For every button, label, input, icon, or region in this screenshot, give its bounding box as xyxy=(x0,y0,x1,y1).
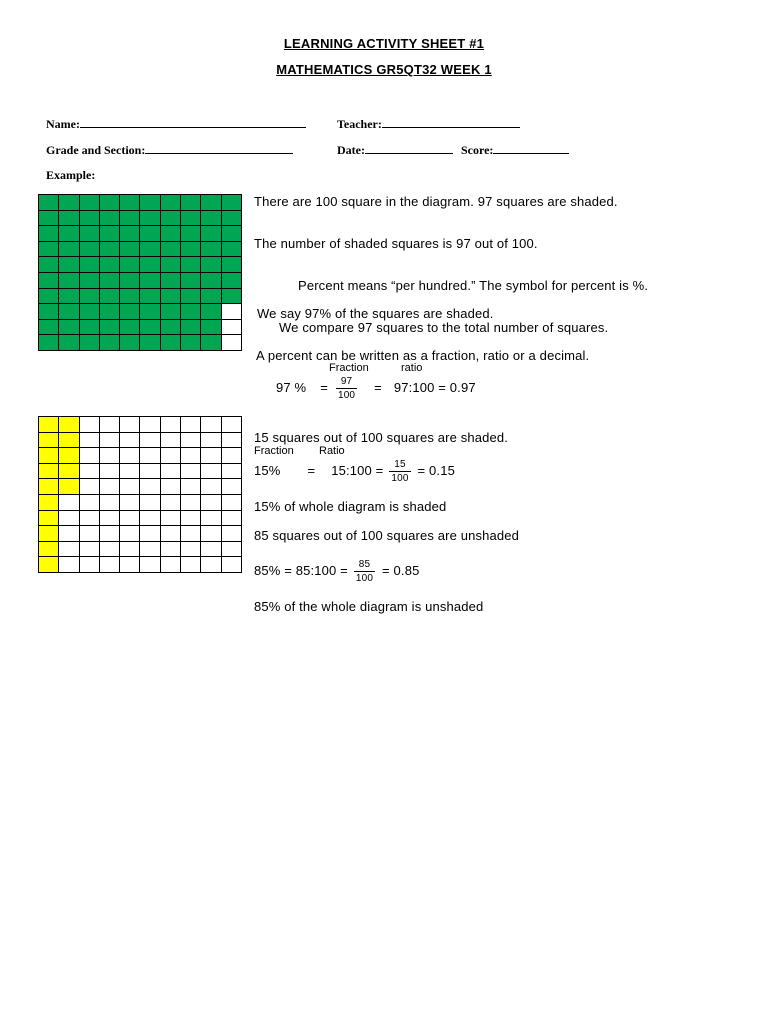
grid-cell xyxy=(59,335,79,351)
name-field xyxy=(46,116,306,132)
ex2-frac-den: 100 xyxy=(391,472,409,484)
name-blank[interactable] xyxy=(80,116,306,128)
grid-cell xyxy=(181,448,201,464)
grid-cell xyxy=(80,511,100,527)
grid-cell xyxy=(100,273,120,289)
name-label: Name: xyxy=(46,117,80,131)
grid-cell xyxy=(140,257,160,273)
grid-cell xyxy=(201,464,221,480)
grid-cell xyxy=(181,511,201,527)
ex1-line6: A percent can be written as a fraction, ratio or a decimal. xyxy=(256,348,590,363)
ex2-line1: 15 squares out of 100 squares are shaded. xyxy=(254,430,509,445)
grid-cell xyxy=(140,464,160,480)
grid-cell xyxy=(80,320,100,336)
grid-cell xyxy=(120,417,140,433)
grid-cell xyxy=(120,320,140,336)
score-label: Score: xyxy=(461,143,494,157)
grid-cell xyxy=(80,417,100,433)
date-field xyxy=(337,142,453,158)
grid-cell xyxy=(59,226,79,242)
grid-cell xyxy=(39,557,59,573)
grid-cell xyxy=(201,289,221,305)
grid-cell xyxy=(140,511,160,527)
grid-cell xyxy=(161,273,181,289)
grid-cell xyxy=(222,226,242,242)
grid-cell xyxy=(80,542,100,558)
grid-cell xyxy=(140,242,160,258)
grid-cell xyxy=(120,495,140,511)
grid-cell xyxy=(161,335,181,351)
ex2-line3: 85 squares out of 100 squares are unshaded xyxy=(254,528,520,543)
ex2-equation-85 xyxy=(254,556,419,586)
ex2-line4: 85% of the whole diagram is unshaded xyxy=(254,599,484,614)
grid-cell xyxy=(120,195,140,211)
grid-cell xyxy=(140,526,160,542)
grid-cell xyxy=(100,320,120,336)
ex1-line1: There are 100 square in the diagram. 97 squares are shaded. xyxy=(254,194,618,209)
grid-cell xyxy=(39,542,59,558)
grid-cell xyxy=(100,304,120,320)
ex2-equation xyxy=(254,456,455,486)
grid-cell xyxy=(120,433,140,449)
ex2-percent: 15% xyxy=(254,463,281,478)
ex2-fraction-85 xyxy=(354,559,375,584)
grid-cell xyxy=(222,526,242,542)
grid-cell xyxy=(201,495,221,511)
grid-cell xyxy=(80,273,100,289)
grid-cell xyxy=(161,542,181,558)
grid-cell xyxy=(39,335,59,351)
grid-cell xyxy=(222,335,242,351)
grid-cell xyxy=(140,557,160,573)
grid-cell xyxy=(161,289,181,305)
grid-cell xyxy=(100,335,120,351)
grid-cell xyxy=(100,242,120,258)
grid-cell xyxy=(80,304,100,320)
grid-cell xyxy=(80,557,100,573)
grid-cell xyxy=(222,417,242,433)
ex1-ratio-decimal: 97:100 = 0.97 xyxy=(393,380,476,395)
grid-cell xyxy=(181,242,201,258)
grid-cell xyxy=(59,479,79,495)
grid-cell xyxy=(120,304,140,320)
example-label: Example: xyxy=(46,168,96,182)
grid-cell xyxy=(80,526,100,542)
grid-cell xyxy=(100,433,120,449)
grid-cell xyxy=(120,479,140,495)
grid-cell xyxy=(120,448,140,464)
grid-cell xyxy=(80,448,100,464)
grid-cell xyxy=(59,242,79,258)
grid-cell xyxy=(201,526,221,542)
grid-cell xyxy=(140,226,160,242)
grid-cell xyxy=(161,433,181,449)
grid-cell xyxy=(201,242,221,258)
grid-cell xyxy=(59,320,79,336)
grid-cell xyxy=(181,289,201,305)
grid-cell xyxy=(39,289,59,305)
grid-cell xyxy=(100,195,120,211)
grid-cell xyxy=(80,226,100,242)
grid-cell xyxy=(59,511,79,527)
grid-cell xyxy=(120,257,140,273)
grid-cell xyxy=(222,211,242,227)
grid-cell xyxy=(201,257,221,273)
grid-cell xyxy=(100,526,120,542)
grade-section-blank[interactable] xyxy=(145,142,293,154)
grid-cell xyxy=(181,320,201,336)
grid-cell xyxy=(222,320,242,336)
grid-cell xyxy=(140,448,160,464)
grid-cell xyxy=(161,448,181,464)
grid-cell xyxy=(120,242,140,258)
ex1-equation xyxy=(276,374,476,402)
ex2-frac85-num: 85 xyxy=(358,558,371,570)
grid-cell xyxy=(181,211,201,227)
grid-cell xyxy=(161,417,181,433)
grid-cell xyxy=(140,211,160,227)
grid-cell xyxy=(140,433,160,449)
grid-cell xyxy=(59,448,79,464)
grid-cell xyxy=(222,479,242,495)
grid-cell xyxy=(39,417,59,433)
grid-cell xyxy=(80,495,100,511)
ex2-frac85-den: 100 xyxy=(355,572,374,584)
grid-cell xyxy=(59,557,79,573)
grid-cell xyxy=(100,289,120,305)
ex1-ratio-heading: ratio xyxy=(401,362,423,374)
grid-cell xyxy=(181,273,201,289)
grid-cell xyxy=(201,542,221,558)
grid-cell xyxy=(59,495,79,511)
grid-cell xyxy=(201,448,221,464)
grid-cell xyxy=(100,211,120,227)
grid-cell xyxy=(140,304,160,320)
grid-cell xyxy=(100,257,120,273)
ex2-fraction xyxy=(389,459,410,484)
grid-cell xyxy=(222,289,242,305)
grid-cell xyxy=(59,304,79,320)
hundred-grid-15 xyxy=(38,416,242,573)
grid-cell xyxy=(80,242,100,258)
grid-cell xyxy=(161,557,181,573)
grid-cell xyxy=(201,335,221,351)
grid-cell xyxy=(59,195,79,211)
grid-cell xyxy=(140,495,160,511)
grid-cell xyxy=(39,448,59,464)
grid-cell xyxy=(222,495,242,511)
grid-cell xyxy=(161,495,181,511)
ex2-frac-num: 15 xyxy=(394,458,406,470)
grid-cell xyxy=(161,257,181,273)
grid-cell xyxy=(222,257,242,273)
grid-cell xyxy=(120,542,140,558)
grid-cell xyxy=(39,479,59,495)
grid-cell xyxy=(39,257,59,273)
ex1-percent: 97 % xyxy=(276,380,307,395)
ex1-equals-1: = xyxy=(320,380,328,395)
grid-cell xyxy=(181,417,201,433)
grid-cell xyxy=(181,557,201,573)
grid-cell xyxy=(161,304,181,320)
grid-cell xyxy=(80,433,100,449)
grid-cell xyxy=(201,511,221,527)
grid-cell xyxy=(39,464,59,480)
ex1-equals-2: = xyxy=(374,380,382,395)
grid-cell xyxy=(39,211,59,227)
grid-cell xyxy=(222,304,242,320)
ex2-ratio: 15:100 = xyxy=(331,463,384,478)
grid-cell xyxy=(161,526,181,542)
grid-cell xyxy=(100,464,120,480)
grid-cell xyxy=(181,335,201,351)
grid-cell xyxy=(80,195,100,211)
grid-cell xyxy=(80,211,100,227)
grid-cell xyxy=(100,417,120,433)
grid-cell xyxy=(201,195,221,211)
grid-cell xyxy=(39,273,59,289)
grid-cell xyxy=(161,211,181,227)
ex2-equals: = xyxy=(307,463,316,478)
grid-cell xyxy=(181,464,201,480)
grid-cell xyxy=(201,433,221,449)
score-field xyxy=(461,142,569,158)
grid-cell xyxy=(120,273,140,289)
grid-cell xyxy=(59,273,79,289)
grid-cell xyxy=(161,320,181,336)
grid-cell xyxy=(201,417,221,433)
ex1-fraction-heading: Fraction xyxy=(329,362,369,374)
grid-cell xyxy=(161,511,181,527)
grid-cell xyxy=(59,211,79,227)
grid-cell xyxy=(222,557,242,573)
grid-cell xyxy=(120,211,140,227)
ex2-eq85-left: 85% = 85:100 = xyxy=(254,563,348,578)
grid-cell xyxy=(59,464,79,480)
grid-cell xyxy=(80,335,100,351)
grid-cell xyxy=(140,417,160,433)
grid-cell xyxy=(181,479,201,495)
grid-cell xyxy=(140,289,160,305)
grid-cell xyxy=(222,195,242,211)
grid-cell xyxy=(80,289,100,305)
ex1-frac-den: 100 xyxy=(337,389,356,401)
ex1-fraction xyxy=(336,376,357,401)
grid-cell xyxy=(140,479,160,495)
grid-cell xyxy=(181,195,201,211)
grid-cell xyxy=(222,273,242,289)
grid-cell xyxy=(201,557,221,573)
grid-cell xyxy=(222,448,242,464)
grid-cell xyxy=(39,304,59,320)
grid-cell xyxy=(120,511,140,527)
grade-section-label: Grade and Section: xyxy=(46,143,146,157)
ex1-frac-num: 97 xyxy=(340,375,353,387)
grid-cell xyxy=(80,257,100,273)
ex2-eq85-right: = 0.85 xyxy=(382,563,420,578)
grid-cell xyxy=(201,320,221,336)
grid-cell xyxy=(39,195,59,211)
grid-cell xyxy=(161,464,181,480)
grid-cell xyxy=(39,226,59,242)
teacher-field xyxy=(337,116,520,132)
grid-cell xyxy=(39,433,59,449)
grid-cell xyxy=(140,335,160,351)
grid-cell xyxy=(140,320,160,336)
grid-cell xyxy=(39,511,59,527)
grid-cell xyxy=(161,195,181,211)
grid-cell xyxy=(59,542,79,558)
ex2-decimal: = 0.15 xyxy=(417,463,455,478)
grid-cell xyxy=(222,464,242,480)
grid-cell xyxy=(181,226,201,242)
ex1-line3: Percent means “per hundred.” The symbol for percent is %. xyxy=(298,278,649,293)
sheet-subtitle: MATHEMATICS GR5QT32 WEEK 1 xyxy=(276,62,492,77)
sheet-title: LEARNING ACTIVITY SHEET #1 xyxy=(283,36,485,51)
grid-cell xyxy=(39,495,59,511)
grid-cell xyxy=(181,257,201,273)
grid-cell xyxy=(201,273,221,289)
grid-cell xyxy=(222,542,242,558)
grid-cell xyxy=(100,479,120,495)
ex2-ratio-heading: Ratio xyxy=(319,445,345,457)
grid-cell xyxy=(59,417,79,433)
grid-cell xyxy=(39,320,59,336)
grid-cell xyxy=(120,289,140,305)
grid-cell xyxy=(181,526,201,542)
grid-cell xyxy=(222,511,242,527)
grid-cell xyxy=(181,495,201,511)
grid-cell xyxy=(222,433,242,449)
grid-cell xyxy=(161,226,181,242)
grid-cell xyxy=(59,433,79,449)
date-label: Date: xyxy=(337,143,365,157)
grid-cell xyxy=(100,448,120,464)
grid-cell xyxy=(100,495,120,511)
grid-cell xyxy=(120,526,140,542)
grid-cell xyxy=(140,542,160,558)
grid-cell xyxy=(100,542,120,558)
ex1-line5: We compare 97 squares to the total number of squares. xyxy=(279,320,609,335)
grid-cell xyxy=(100,511,120,527)
grid-cell xyxy=(161,242,181,258)
ex2-line2: 15% of whole diagram is shaded xyxy=(254,499,447,514)
grid-cell xyxy=(59,257,79,273)
grid-cell xyxy=(39,242,59,258)
grid-cell xyxy=(181,433,201,449)
date-blank[interactable] xyxy=(365,142,453,154)
grid-cell xyxy=(181,542,201,558)
grid-cell xyxy=(201,304,221,320)
ex2-fraction-heading: Fraction xyxy=(254,445,294,457)
ex1-line4: We say 97% of the squares are shaded. xyxy=(257,306,494,321)
grid-cell xyxy=(100,557,120,573)
grid-cell xyxy=(161,479,181,495)
teacher-blank[interactable] xyxy=(382,116,520,128)
grid-cell xyxy=(120,335,140,351)
grid-cell xyxy=(140,273,160,289)
grid-cell xyxy=(181,304,201,320)
grid-cell xyxy=(80,464,100,480)
grid-cell xyxy=(80,479,100,495)
ex1-line2: The number of shaded squares is 97 out of 100. xyxy=(254,236,538,251)
grid-cell xyxy=(39,526,59,542)
grid-cell xyxy=(100,226,120,242)
grid-cell xyxy=(222,242,242,258)
grid-cell xyxy=(201,211,221,227)
grid-cell xyxy=(120,464,140,480)
teacher-label: Teacher: xyxy=(337,117,382,131)
grid-cell xyxy=(140,195,160,211)
grid-cell xyxy=(59,289,79,305)
grade-section-field xyxy=(46,142,293,158)
grid-cell xyxy=(201,479,221,495)
grid-cell xyxy=(120,226,140,242)
grid-cell xyxy=(120,557,140,573)
hundred-grid-97 xyxy=(38,194,242,351)
score-blank[interactable] xyxy=(493,142,569,154)
grid-cell xyxy=(201,226,221,242)
grid-cell xyxy=(59,526,79,542)
